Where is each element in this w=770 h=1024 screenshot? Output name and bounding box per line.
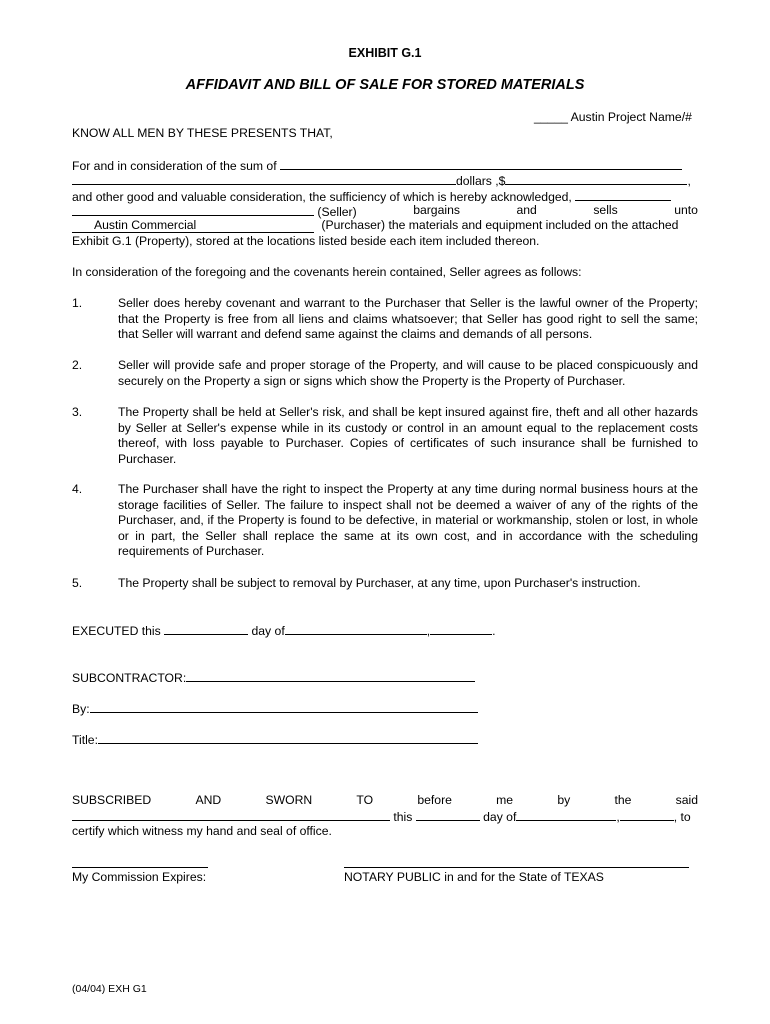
by-line [72, 700, 478, 716]
executed-day-label: day of [251, 624, 285, 638]
seller-line [72, 203, 698, 219]
to-label: , to [673, 810, 691, 824]
commission-field [72, 855, 208, 871]
notary-word-3: SWORN [265, 793, 313, 807]
clause-5-number: 5. [72, 576, 83, 590]
by-field[interactable] [90, 700, 478, 713]
purchaser-text: (Purchaser) the materials and equipment included on the attached [321, 218, 679, 232]
footer-code: (04/04) EXH G1 [72, 983, 147, 995]
sum-field[interactable] [280, 157, 682, 170]
notary-word-5: before [417, 793, 452, 807]
sworn-line [72, 808, 691, 824]
notary-word-9: said [675, 793, 698, 807]
word-and: and [516, 203, 537, 217]
sworn-year-field[interactable] [620, 808, 674, 821]
this-label: this [393, 810, 413, 824]
consideration-line [72, 157, 682, 173]
notary-public-label: NOTARY PUBLIC in and for the State of TEXAS [344, 870, 604, 884]
exhibit-text: Exhibit G.1 (Property), stored at the locations listed beside each item included thereon. [72, 234, 540, 248]
notary-word-4: TO [356, 793, 374, 807]
foregoing-text: In consideration of the foregoing and the covenants herein contained, Seller agrees as follows: [72, 265, 582, 279]
notary-word-7: by [557, 793, 571, 807]
clause-3-text: The Property shall be held at Seller's risk, and shall be kept insured against fire, theft and all other hazards by Seller at Seller's expense while in its custody or control in an amount equal to the replacement costs thereof, with loss payable to Purchaser. Copies of certificates of such insurance shall be furnished to Purchaser. [118, 405, 698, 466]
clause-5-text: The Property shall be subject to removal by Purchaser, at any time, upon Purchaser's instruction. [118, 576, 641, 590]
executed-month-field[interactable] [285, 622, 427, 635]
clause-4-text: The Purchaser shall have the right to inspect the Property at any time during normal business hours at the storage facilities of Seller. The failure to inspect shall not be deemed a waiver of any of the rights of the Purchaser, and, if the Property is found to be defective, in material or workmanship, stolen or lost, in whole or in part, the Seller shall replace the same at its own cost, and in accordance with the scheduling requirements of Purchaser. [118, 482, 698, 559]
clause-3-number: 3. [72, 405, 83, 419]
clause-2-number: 2. [72, 358, 83, 372]
purchaser-name-field[interactable] [72, 218, 314, 233]
consideration-label: For and in consideration of the sum of [72, 159, 277, 173]
dollars-label: dollars ,$ [456, 174, 506, 188]
subcontractor-line [72, 669, 475, 685]
executed-year-field[interactable] [430, 622, 492, 635]
other-consideration-text: and other good and valuable consideration, the sufficiency of which is hereby acknowledged, [72, 190, 572, 204]
by-label: By: [72, 702, 90, 716]
period: . [492, 624, 496, 638]
seller-name-field-1[interactable] [575, 188, 671, 201]
clause-4-number: 4. [72, 482, 83, 496]
executed-label: EXECUTED this [72, 624, 161, 638]
know-all-text: KNOW ALL MEN BY THESE PRESENTS THAT, [72, 126, 333, 140]
seller-name-field-2[interactable] [72, 203, 314, 216]
project-name-field [534, 110, 692, 124]
dollar-amount-field[interactable] [505, 172, 687, 185]
notary-signature-field [344, 855, 689, 871]
day-of-label: day of [483, 810, 517, 824]
project-name-label: Austin Project Name/# [570, 110, 692, 124]
commission-label: My Commission Expires: [72, 870, 207, 884]
project-name-blank: _____ [534, 110, 568, 124]
comma: , [616, 810, 620, 824]
sworn-month-field[interactable] [516, 808, 616, 821]
clause-1-text: Seller does hereby covenant and warrant to the Purchaser that Seller is the lawful owner of the Property; that the Property is free from all liens and claims whatsoever; that Seller has good right to sell the same; that Seller will warrant and defend same against the claims and demands of all persons. [118, 296, 698, 342]
purchaser-name: Austin Commercial [94, 218, 197, 232]
word-sells: sells [593, 203, 618, 217]
title-field[interactable] [98, 731, 478, 744]
executed-line [72, 622, 495, 638]
notary-word-2: AND [195, 793, 222, 807]
title-label: Title: [72, 733, 98, 747]
dollars-line [72, 172, 691, 188]
seller-label: (Seller) [317, 205, 357, 219]
notary-signature-line[interactable] [344, 855, 689, 868]
certify-text: certify which witness my hand and seal of office. [72, 824, 332, 838]
clause-2-text: Seller will provide safe and proper storage of the Property, and will cause to be placed conspicuously and securely on the Property a sign or signs which show the Property is the Property of Purchaser. [118, 358, 698, 388]
purchaser-line [72, 218, 678, 233]
notary-word-6: me [496, 793, 514, 807]
word-unto: unto [674, 203, 698, 217]
subscribed-line [72, 793, 698, 807]
executed-day-field[interactable] [164, 622, 248, 635]
title-line [72, 731, 478, 747]
subcontractor-field[interactable] [186, 669, 475, 682]
sum-words-field[interactable] [72, 172, 456, 185]
sworn-name-field[interactable] [72, 808, 390, 821]
clause-1-number: 1. [72, 296, 83, 310]
commission-line[interactable] [72, 855, 208, 868]
comma: , [426, 624, 431, 638]
subcontractor-label: SUBCONTRACTOR: [72, 671, 187, 685]
word-bargains: bargains [413, 203, 460, 217]
notary-word-1: SUBSCRIBED [72, 793, 152, 807]
other-consideration-line [72, 188, 671, 204]
notary-word-8: the [614, 793, 632, 807]
comma: , [687, 174, 691, 188]
exhibit-label: EXHIBIT G.1 [348, 46, 422, 60]
document-title: AFFIDAVIT AND BILL OF SALE FOR STORED MATERIALS [185, 77, 585, 93]
sworn-day-field[interactable] [416, 808, 480, 821]
